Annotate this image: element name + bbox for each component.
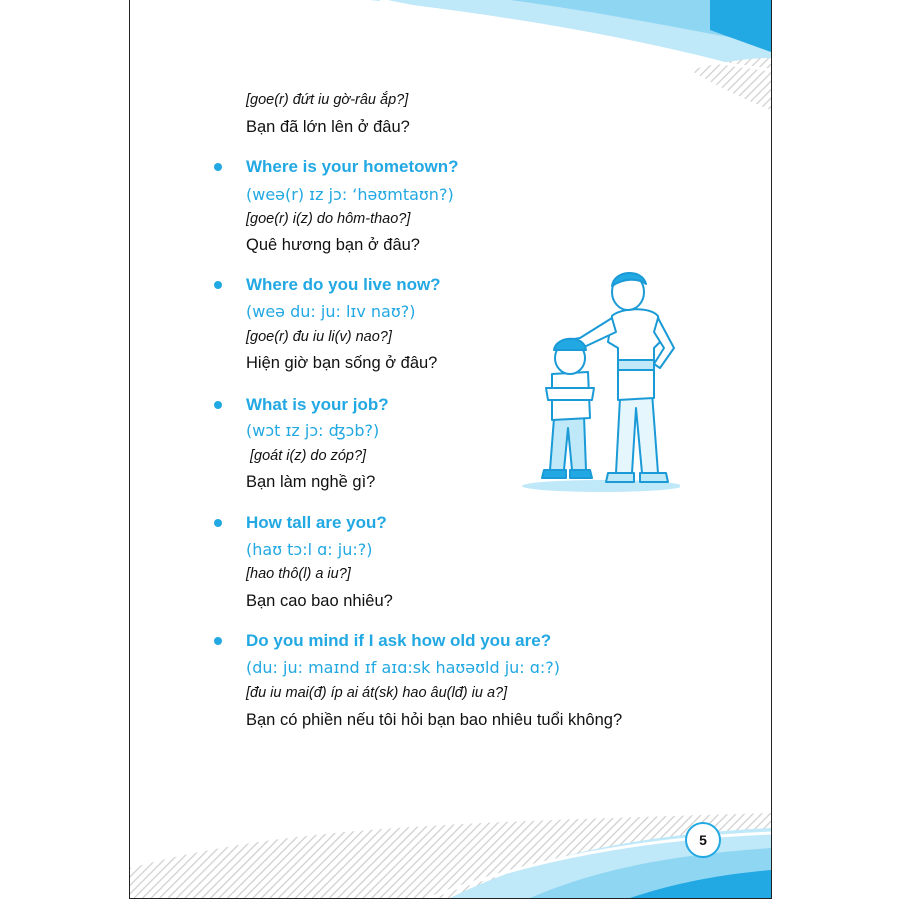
intro-pronunciation: [goe(r) đứt iu gờ-râu ắp?] xyxy=(246,92,409,108)
phrase-ipa: (wɔt ɪz jɔ: ʤɔb?) xyxy=(246,421,380,440)
phrase-pronunciation: [đu iu mai(đ) íp ai át(sk) hao âu(lđ) iu a?] xyxy=(246,685,508,701)
phrase-translation: Quê hương bạn ở đâu? xyxy=(246,236,420,254)
bullet-icon xyxy=(214,401,222,409)
phrase-translation: Hiện giờ bạn sống ở đâu? xyxy=(246,354,438,372)
phrase-pronunciation: [goe(r) đu iu li(v) nao?] xyxy=(246,329,392,345)
phrase-translation: Bạn làm nghề gì? xyxy=(246,473,376,491)
bullet-icon xyxy=(214,281,222,289)
phrase-ipa: (weə(r) ɪz jɔ: ‘həʊmtaʊn?) xyxy=(246,185,454,204)
phrase-ipa: (weə du: ju: lɪv naʊ?) xyxy=(246,302,416,321)
phrase-english: Where is your hometown? xyxy=(246,157,459,176)
phrase-pronunciation: [goát i(z) do zóp?] xyxy=(250,448,367,464)
phrase-english: How tall are you? xyxy=(246,513,387,532)
phrase-translation: Bạn cao bao nhiêu? xyxy=(246,592,393,610)
book-page xyxy=(129,0,772,899)
phrase-translation: Bạn có phiền nếu tôi hỏi bạn bao nhiêu tuổi không? xyxy=(246,711,623,729)
phrase-pronunciation: [hao thô(l) a iu?] xyxy=(246,566,351,582)
intro-translation: Bạn đã lớn lên ở đâu? xyxy=(246,118,410,136)
phrase-english: What is your job? xyxy=(246,395,389,414)
bullet-icon xyxy=(214,163,222,171)
page-number: 5 xyxy=(685,822,721,858)
phrase-english: Where do you live now? xyxy=(246,275,441,294)
phrase-ipa: (du: ju: maɪnd ɪf aɪɑ:sk haʊəʊld ju: ɑ:?) xyxy=(246,658,561,677)
phrase-pronunciation: [goe(r) i(z) do hôm-thao?] xyxy=(246,211,411,227)
man-and-boy-illustration xyxy=(520,268,680,496)
bullet-icon xyxy=(214,519,222,527)
bullet-icon xyxy=(214,637,222,645)
phrase-english: Do you mind if I ask how old you are? xyxy=(246,631,552,650)
phrase-ipa: (haʊ tɔ:l ɑ: ju:?) xyxy=(246,540,373,559)
